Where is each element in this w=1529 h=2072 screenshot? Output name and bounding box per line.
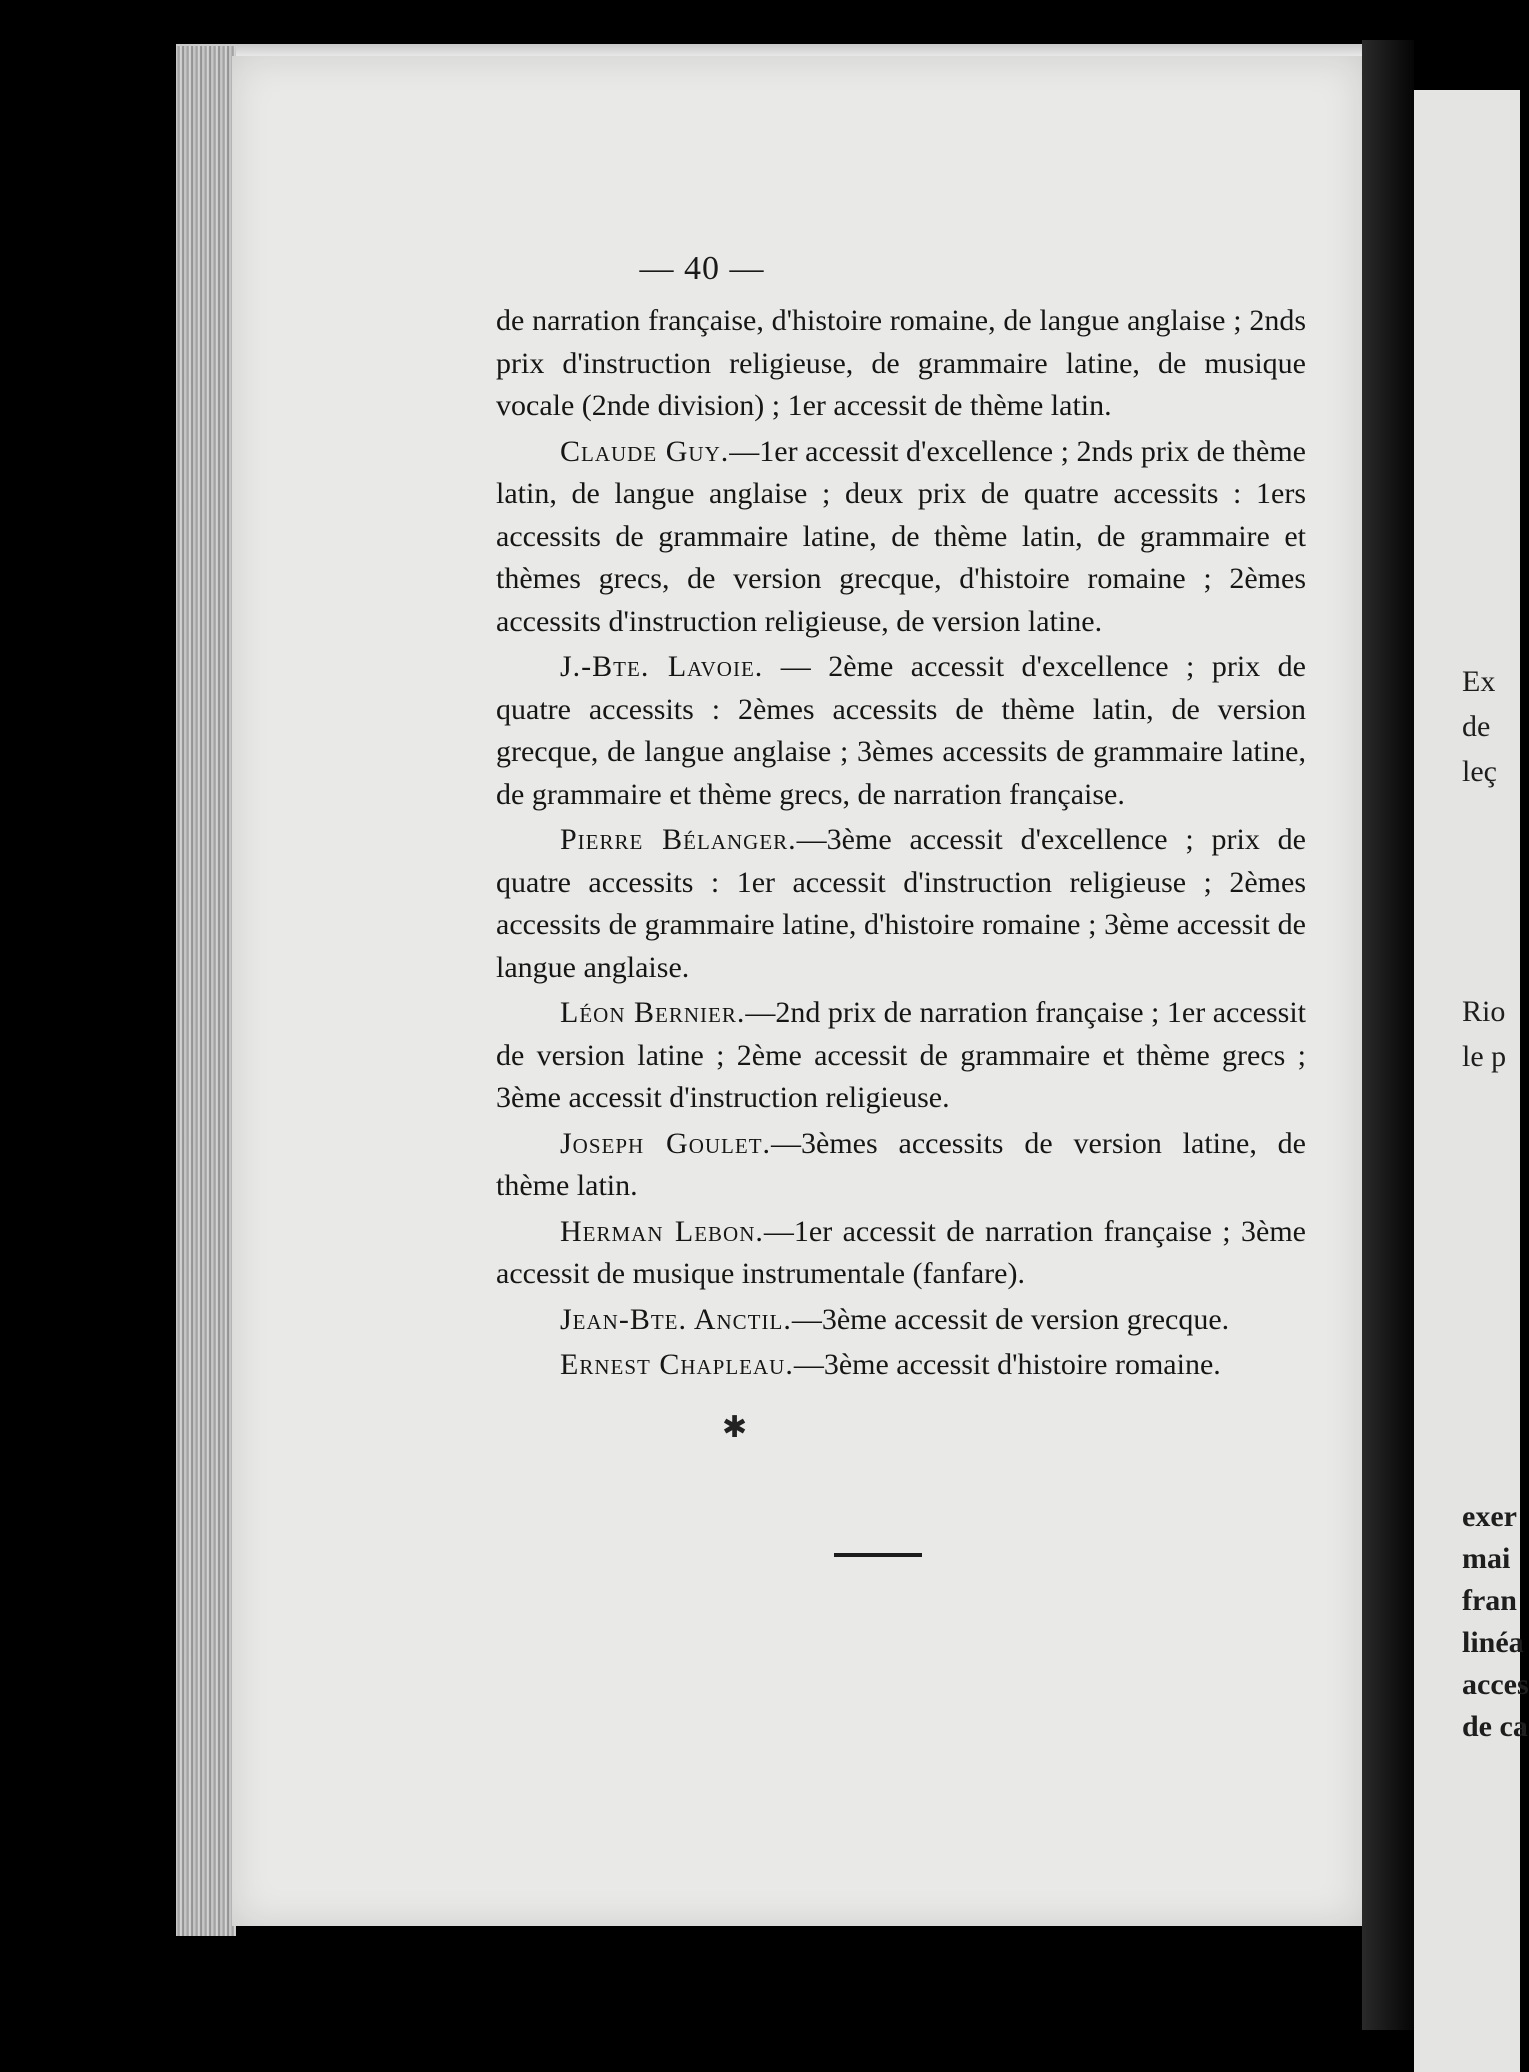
next-page-fragment: linéa	[1462, 1626, 1524, 1659]
next-page-fragment: le p	[1462, 1040, 1507, 1073]
book-spine-shadow	[1362, 40, 1414, 2030]
next-page-fragment: fran	[1462, 1584, 1517, 1617]
entry-leon-bernier	[496, 992, 1306, 1120]
student-name: Herman Lebon.	[560, 1214, 764, 1248]
next-page-fragment: de ca	[1462, 1710, 1528, 1743]
student-name: Claude Guy.	[560, 434, 730, 468]
entry-text: —1er accessit d'excellence ; 2nds prix de thème latin, de langue anglaise ; deux prix de quatre accessits : 1ers accessits de grammaire latine, de thème latin, de grammaire et thèmes grecs, de version grecque, d'histoire romaine ; 2èmes accessits d'instruction religieuse, de version latine.	[496, 434, 1306, 638]
next-page-fragment: mai	[1462, 1542, 1511, 1575]
entry-text: —2nd prix de narration française ; 1er accessit de version latine ; 2ème accessit de grammaire et thème grecs ; 3ème accessit d'instruction religieuse.	[496, 996, 1306, 1114]
entry-joseph-goulet	[496, 1123, 1306, 1208]
student-name: Ernest Chapleau.	[560, 1348, 794, 1381]
next-page-fragment: Rio	[1462, 995, 1506, 1028]
entry-text: —3ème accessit d'histoire romaine.	[793, 1348, 1221, 1381]
student-name: Léon Bernier.	[560, 996, 746, 1029]
entry-jbte-lavoie	[496, 646, 1306, 816]
next-page-fragment: Ex	[1462, 665, 1496, 698]
next-page-fragment: de	[1462, 710, 1491, 743]
page-number: — 40 —	[639, 250, 765, 287]
student-name: Pierre Bélanger.	[560, 823, 797, 856]
entry-pierre-belanger	[496, 819, 1306, 989]
next-page-fragment: exer	[1462, 1500, 1517, 1533]
ornament-mark: ✱	[722, 1411, 748, 1444]
student-name: J.-Bte. Lavoie.	[560, 650, 764, 683]
entry-text: —3ème accessit d'excellence ; prix de quatre accessits : 1er accessit d'instruction religieuse ; 2èmes accessits de grammaire latine, d'histoire romaine ; 3ème accessit de langue anglaise.	[496, 823, 1306, 984]
paragraph-continuation	[496, 300, 1306, 428]
entry-text: —3èmes accessits de version latine, de thème latin.	[496, 1126, 1306, 1202]
page-stack-edges	[176, 46, 236, 1936]
entry-herman-lebon	[496, 1211, 1306, 1296]
entry-text: —3ème accessit de version grecque.	[791, 1302, 1230, 1336]
next-page-sliver	[1414, 90, 1529, 2072]
paragraph-text: de narration française, d'histoire romaine, de langue anglaise ; 2nds prix d'instruction religieuse, de grammaire latine, de musique vocale (2nde division) ; 1er accessit de thème latin.	[496, 304, 1306, 422]
next-page-fragment: leç	[1462, 755, 1497, 788]
entry-jean-bte-anctil	[496, 1299, 1306, 1342]
student-name: Jean-Bte. Anctil.	[560, 1302, 792, 1336]
entry-ernest-chapleau	[496, 1344, 1306, 1387]
entry-claude-guy	[496, 431, 1306, 644]
prize-list	[496, 300, 1306, 1390]
next-page-fragment: acces	[1462, 1668, 1529, 1701]
end-rule	[834, 1553, 922, 1557]
entry-text: — 2ème accessit d'excellence ; prix de quatre accessits : 2èmes accessits de thème latin, de version grecque, de langue anglaise ; 3èmes accessits de grammaire latine, de grammaire et thème grecs, de narration française.	[496, 650, 1306, 811]
entry-text: —1er accessit de narration française ; 3ème accessit de musique instrumentale (fanfare).	[496, 1214, 1306, 1290]
student-name: Joseph Goulet.	[560, 1126, 772, 1160]
